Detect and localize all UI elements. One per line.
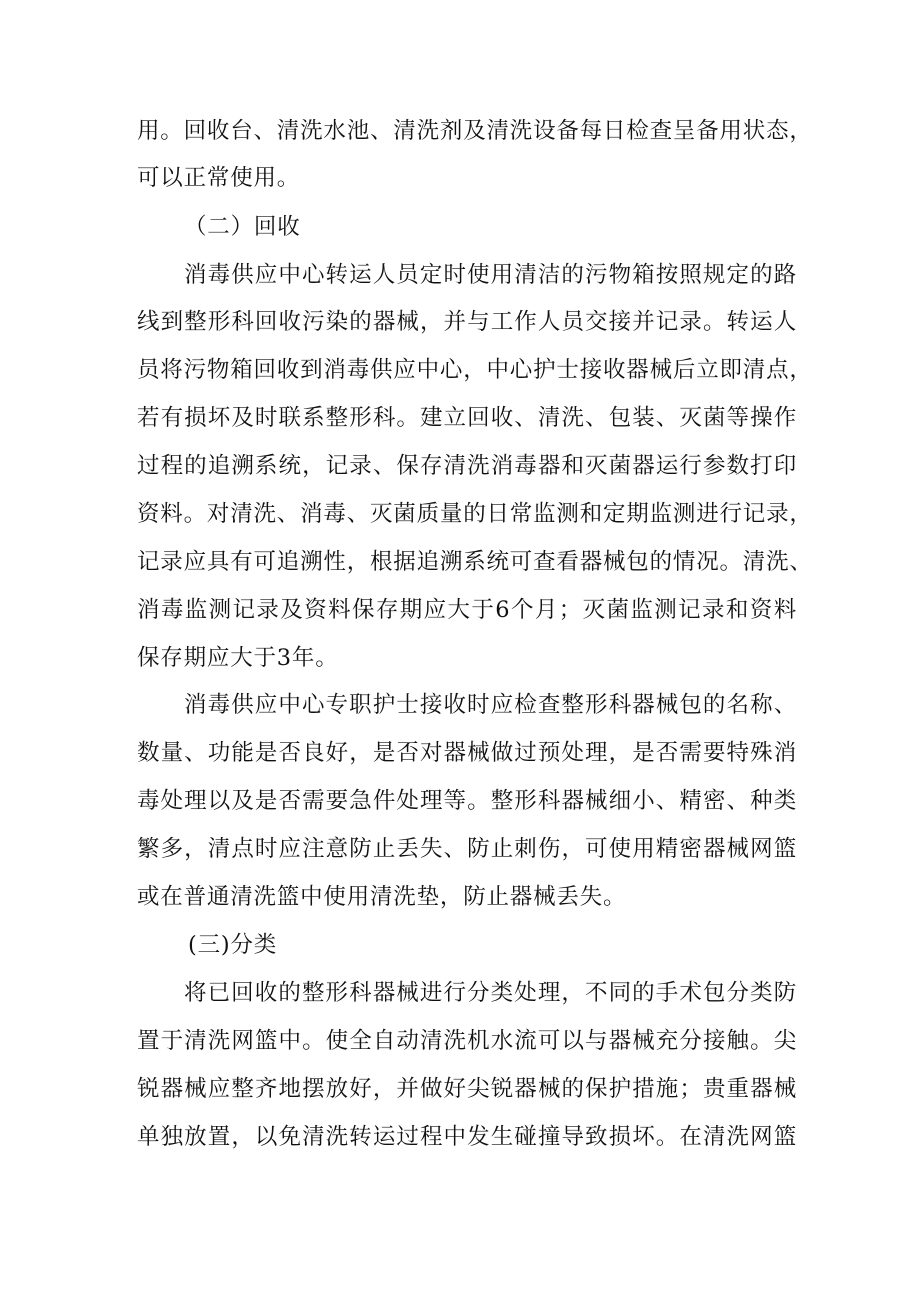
- body-text-line: 消毒供应中心转运人员定时使用清洁的污物箱按照规定的路: [184, 262, 797, 288]
- body-text-line: 线到整形科回收污染的器械，并与工作人员交接并记录。转运人: [137, 309, 797, 335]
- section-heading-recovery: （二）回收: [184, 214, 301, 240]
- body-text-line: 将已回收的整形科器械进行分类处理，不同的手术包分类防: [184, 980, 797, 1006]
- body-text-line: 用。回收台、清洗水池、清洗剂及清洗设备每日检查呈备用状态，: [137, 118, 813, 144]
- body-text-line: 消毒监测记录及资料保存期应大于6个月；灭菌监测记录和资料: [137, 597, 797, 623]
- body-text-line: 置于清洗网篮中。使全自动清洗机水流可以与器械充分接触。尖: [137, 1028, 797, 1054]
- body-text-line: 或在普通清洗篮中使用清洗垫，防止器械丢失。: [137, 884, 627, 910]
- body-text-line: 可以正常使用。: [137, 165, 301, 191]
- body-text-line: 若有损坏及时联系整形科。建立回收、清洗、包装、灭菌等操作: [137, 405, 797, 431]
- body-text-line: 毒处理以及是否需要急件处理等。整形科器械细小、精密、种类: [137, 788, 797, 814]
- body-text-line: 保存期应大于3年。: [137, 645, 339, 671]
- body-text-line: 记录应具有可追溯性，根据追溯系统可查看器械包的情况。清洗、: [137, 549, 813, 575]
- body-text-line: 数量、功能是否良好，是否对器械做过预处理，是否需要特殊消: [137, 740, 797, 766]
- body-text-line: 资料。对清洗、消毒、灭菌质量的日常监测和定期监测进行记录，: [137, 501, 813, 527]
- body-text-line: 员将污物箱回收到消毒供应中心，中心护士接收器械后立即清点，: [137, 357, 813, 383]
- body-text-line: 过程的追溯系统，记录、保存清洗消毒器和灭菌器运行参数打印: [137, 453, 797, 479]
- section-heading-classification: (三)分类: [188, 932, 278, 958]
- body-text-line: 锐器械应整齐地摆放好，并做好尖锐器械的保护措施；贵重器械: [137, 1076, 797, 1102]
- body-text-line: 消毒供应中心专职护士接收时应检查整形科器械包的名称、: [184, 692, 797, 718]
- body-text-line: 单独放置，以免清洗转运过程中发生碰撞导致损坏。在清洗网篮: [137, 1124, 797, 1150]
- body-text-line: 繁多，清点时应注意防止丢失、防止刺伤，可使用精密器械网篮: [137, 836, 797, 862]
